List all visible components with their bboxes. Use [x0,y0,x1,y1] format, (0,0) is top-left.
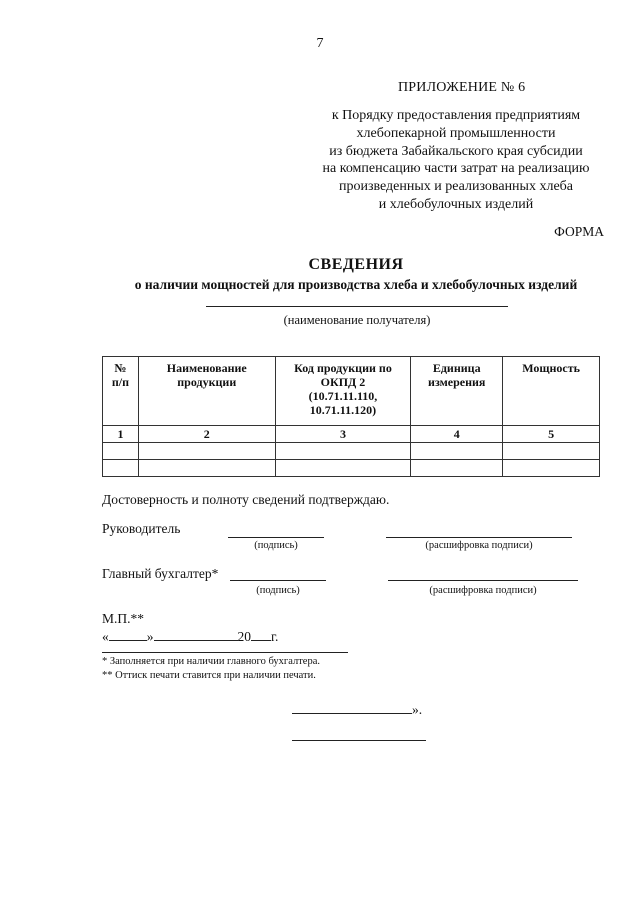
form-label: ФОРМА [554,224,604,239]
closing-quote: ». [412,702,423,717]
accountant-signature-caption: (подпись) [256,585,300,596]
appendix-title: ПРИЛОЖЕНИЕ № 6 [398,80,526,95]
accountant-name-line[interactable] [388,580,578,581]
capacity-table [102,356,600,477]
footnote-stamp: ** Оттиск печати ставится при наличии печати. [102,670,316,681]
page-number: 7 [316,36,324,51]
table-cell[interactable] [411,443,503,460]
header-product-name: Наименование продукции [138,357,275,426]
column-number: 4 [411,426,503,443]
month-field[interactable] [154,628,238,641]
header-unit: Единица измерения [411,357,503,426]
table-cell[interactable] [138,443,275,460]
appendix-line: хлебопекарной промышленности [356,125,556,141]
director-name-caption: (расшифровка подписи) [425,540,533,551]
day-field[interactable] [109,628,147,641]
column-number: 3 [275,426,411,443]
recipient-name-line[interactable] [206,306,508,307]
year-prefix: 20 [237,629,251,644]
header-product-code: Код продукции по ОКПД 2 (10.71.11.110, 10.71.11.120) [275,357,411,426]
director-signature-caption: (подпись) [254,540,298,551]
signer-role-accountant: Главный бухгалтер* [102,566,219,581]
appendix-description [300,107,612,214]
stamp-label: М.П.** [102,611,145,626]
table-cell[interactable] [503,460,600,477]
appendix-line: из бюджета Забайкальского края субсидии [329,143,583,159]
document-title: СВЕДЕНИЯ [308,256,404,273]
footnote-accountant: * Заполняется при наличии главного бухгалтера. [102,656,321,667]
column-number: 2 [138,426,275,443]
table-row [103,460,600,477]
date-row [102,628,278,645]
column-numbers-row [103,426,600,443]
accountant-signature-line[interactable] [230,580,326,581]
appendix-line: произведенных и реализованных хлеба [338,179,573,195]
table-cell[interactable] [103,443,139,460]
table-row [103,443,600,460]
appendix-line: и хлебобулочных изделий [378,196,534,212]
recipient-caption: (наименование получателя) [283,313,431,327]
table-cell[interactable] [138,460,275,477]
footnote-divider [102,652,348,653]
closing-blank [292,701,412,714]
appendix-line: на компенсацию части затрат на реализацию [322,161,590,177]
table-cell[interactable] [275,443,411,460]
year-field[interactable] [251,628,271,641]
year-suffix: г. [271,629,279,644]
confirmation-text: Достоверность и полноту сведений подтверждаю. [102,492,390,507]
header-number: № п/п [103,357,139,426]
column-number: 1 [103,426,139,443]
table-header-row [103,357,600,426]
director-name-line[interactable] [386,537,572,538]
accountant-name-caption: (расшифровка подписи) [429,585,537,596]
closing-line [292,701,422,718]
signer-role-director: Руководитель [102,521,181,536]
date-open-quote: « [102,629,109,644]
table-cell[interactable] [503,443,600,460]
end-divider [292,740,426,741]
table-cell[interactable] [275,460,411,477]
table-cell[interactable] [103,460,139,477]
column-number: 5 [503,426,600,443]
appendix-line: к Порядку предоставления предприятиям [331,108,581,123]
document-subtitle: о наличии мощностей для производства хлеба и хлебобулочных изделий [134,277,578,292]
table-cell[interactable] [411,460,503,477]
date-close-quote: » [146,629,154,644]
header-capacity: Мощность [503,357,600,426]
director-signature-line[interactable] [228,537,324,538]
